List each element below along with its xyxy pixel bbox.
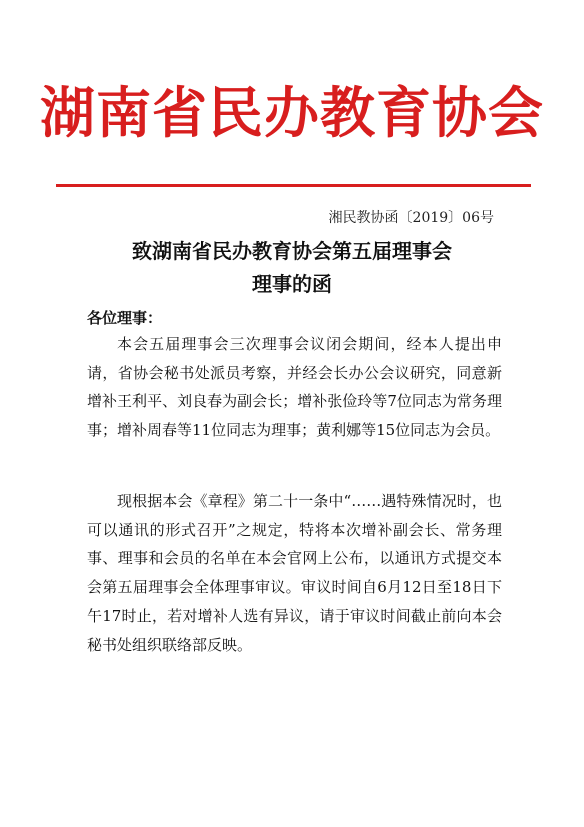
document-title-line-1: 致湖南省民办教育协会第五届理事会: [132, 239, 452, 263]
body-paragraph-2: 现根据本会《章程》第二十一条中“……遇特殊情况时，也可以通讯的形式召开”之规定，特将本次增补副会长、常务理事、理事和会员的名单在本会官网上公布，以通讯方式提交本会第五届理事会全体理事审议。审议时间自6月12日至18日下午17时止，若对增补人选有异议，请于审议时间截止前向本会秘书处组织联络部反映。: [87, 492, 502, 654]
salutation: 各位理事：: [87, 309, 163, 327]
letterhead-org-name: 湖南省民办教育协会: [39, 81, 544, 145]
document-title-line-2: 理事的函: [252, 272, 332, 296]
body-paragraph-1: 本会五届理事会三次理事会议闭会期间，经本人提出申请，省协会秘书处派员考察，并经会长办公会议研究，同意新增补王利平、刘良春为副会长；增补张俭玲等7位同志为常务理事；增补周春等11位同志为理事；黄利娜等15位同志为会员。: [87, 335, 502, 440]
letterhead-red-rule: [56, 184, 531, 187]
document-number: 湘民教协函〔2019〕06号: [328, 210, 494, 226]
